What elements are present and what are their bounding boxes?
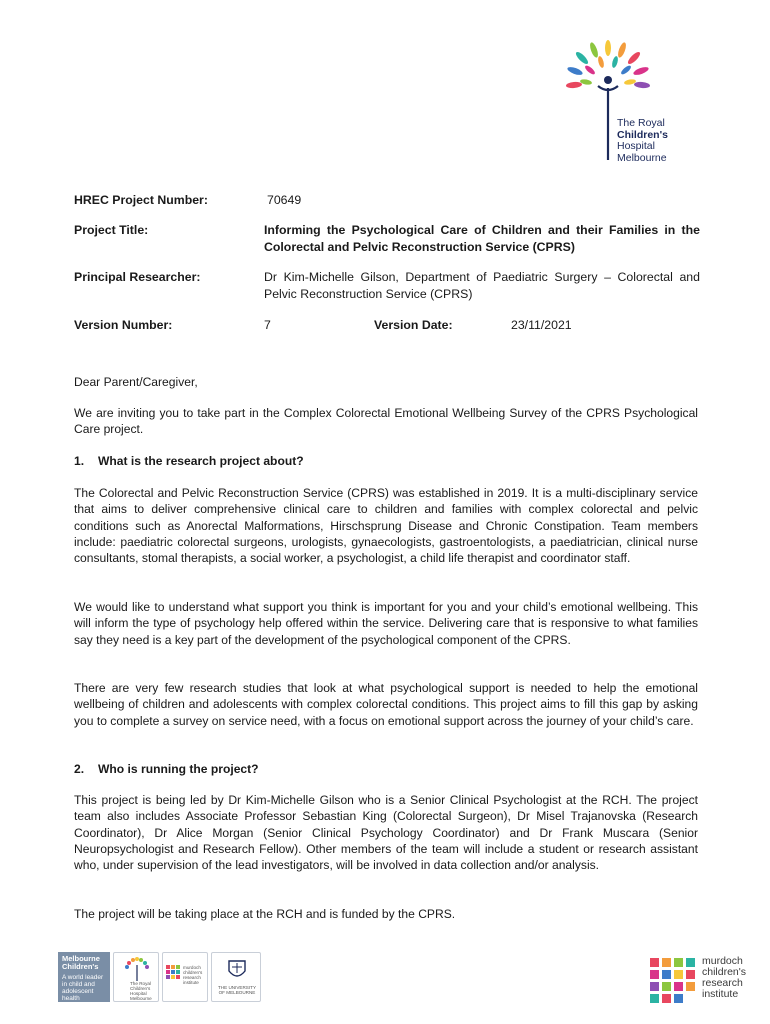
mcri-square [650, 994, 659, 1003]
mcri-square [686, 958, 695, 967]
hrec-value: 70649 [267, 193, 302, 207]
uom-crest-icon [227, 959, 247, 981]
date-value: 23/11/2021 [511, 318, 572, 332]
uom-mini-logo [211, 952, 261, 1002]
mcri-mini-logo [162, 952, 208, 1002]
rch-logo [560, 38, 680, 168]
rch-logo-line: Children's [617, 128, 668, 141]
mcri-square [674, 958, 683, 967]
mcri-square [674, 970, 683, 979]
date-label: Version Date: [374, 318, 453, 332]
version-label: Version Number: [74, 318, 173, 332]
melbourne-childrens-logo [58, 952, 110, 1002]
section2-paragraph1: This project is being led by Dr Kim-Michelle Gilson who is a Senior Clinical Psychologist at the RCH. The project team also includes Associate Professor Sebastian King (Colorectal Surgeon), Dr Misel Trajanovska (Research Coordinator), Dr Alice Morgan (Senior Clinical Psychology Coordinator) and Dr Frank Muscara (Senior Neuropsychologist and Research Fellow). Other members of the team will include a student or research assistant who, under supervision of the lead investigators, will be involved in data collection and/or analysis. [74, 793, 698, 873]
mcri-square [662, 958, 671, 967]
mcri-square [662, 970, 671, 979]
mcc-subtitle: A world leader in child and adolescent health [62, 974, 104, 1002]
section1-paragraph3: There are very few research studies that look at what psychological support is needed to help the emotional wellbeing of children and adolescents with complex colorectal conditions. This project aims to fill this gap by asking you to complete a survey on service need, with a focus on emotional support across the journey of your child’s care. [74, 681, 698, 728]
mcri-square [650, 958, 659, 967]
mcri-logo-line: institute [702, 988, 739, 1000]
mcri-square [662, 982, 671, 991]
mcri-logo [650, 956, 750, 1002]
mcri-logo-line: research [702, 977, 743, 989]
rch-logo-text [617, 118, 668, 164]
rch-logo-line: The Royal [617, 117, 665, 129]
intro-paragraph: We are inviting you to take part in the Complex Colorectal Emotional Wellbeing Survey of the CPRS Psychological Care project. [74, 406, 698, 437]
section1-number: 1. [74, 454, 85, 468]
version-value: 7 [264, 318, 271, 332]
mcc-title: Melbourne Children's [62, 954, 100, 971]
mcri-square [686, 970, 695, 979]
section2-paragraph2: The project will be taking place at the RCH and is funded by the CPRS. [74, 907, 456, 921]
salutation: Dear Parent/Caregiver, [74, 375, 198, 389]
section1-paragraph1: The Colorectal and Pelvic Reconstruction Service (CPRS) was established in 2019. It is a multi-disciplinary service that aims to deliver comprehensive clinical care to children and families with complex colorectal and pelvic conditions such as Anorectal Malformations, Hirschsprung Disease and Chronic Constipation. Team members include: paediatric colorectal surgeons, urologists, gynaecologists, gastroentologists, a paediatrician, clinical nurse consultants, stomal therapists, a social worker, a psychologist, a child life therapist and coordinator staff. [74, 486, 698, 566]
title-label: Project Title: [74, 223, 149, 237]
mcri-logo-line: murdoch [702, 955, 743, 967]
rch-logo-line: Melbourne [617, 151, 667, 164]
section1-title: What is the research project about? [98, 454, 304, 468]
section2-heading [74, 762, 259, 776]
mcri-logo-text [702, 956, 746, 1000]
section2-title: Who is running the project? [98, 762, 259, 776]
rch-mini-logo [113, 952, 159, 1002]
title-value: Informing the Psychological Care of Children and their Families in the Colorectal and Pelvic Reconstruction Service (CPRS) [264, 223, 700, 254]
mcri-logo-line: children's [702, 966, 747, 978]
mcri-square [662, 994, 671, 1003]
mcri-square [650, 970, 659, 979]
rch-logo-line: Hospital [617, 140, 655, 152]
researcher-value: Dr Kim-Michelle Gilson, Department of Paediatric Surgery – Colorectal and Pelvic Reconstruction Service (CPRS) [264, 270, 700, 301]
section1-paragraph2: We would like to understand what support you think is important for you and your child’s emotional wellbeing. This will inform the type of psychology help offered within the service. Delivering care that is responsive to what families say they need is a key part of the development of the psychological component of the CPRS. [74, 600, 698, 647]
mcri-mini-text: murdoch children's research institute [183, 965, 203, 985]
mcri-square [686, 982, 695, 991]
section2-number: 2. [74, 762, 85, 776]
researcher-label: Principal Researcher: [74, 270, 201, 284]
rch-mini-text: The Royal Children's Hospital Melbourne [130, 981, 152, 1001]
section1-heading [74, 454, 304, 468]
hrec-label: HREC Project Number: [74, 193, 208, 207]
uom-mini-text: THE UNIVERSITY OF MELBOURNE [217, 985, 257, 995]
mcri-square [674, 994, 683, 1003]
mcri-square [674, 982, 683, 991]
mcri-square [650, 982, 659, 991]
